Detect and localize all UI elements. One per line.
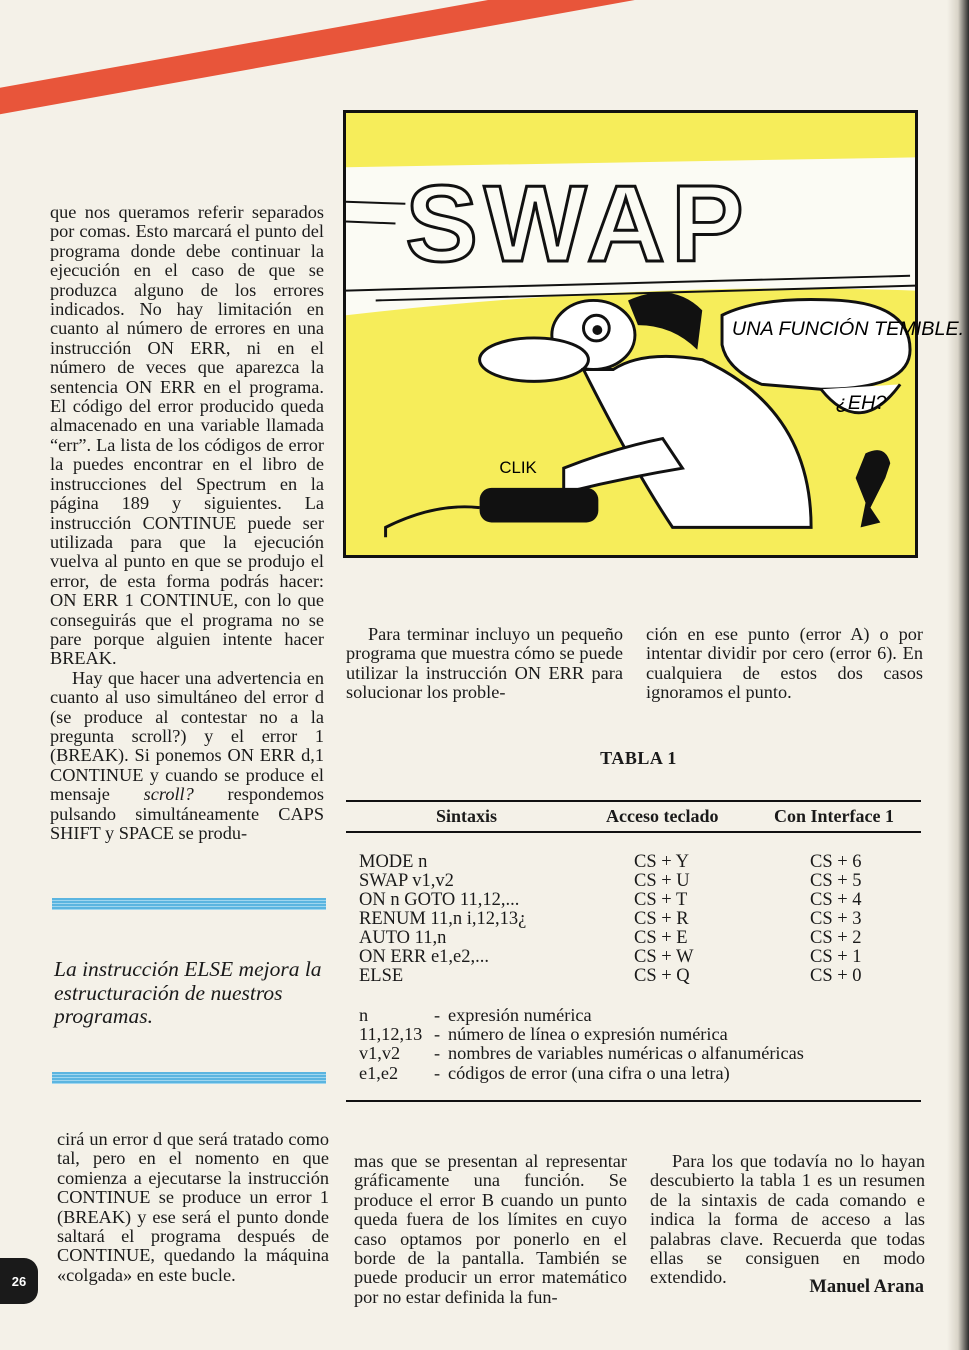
table-cell-syntax: ON n GOTO 11,12,... bbox=[359, 890, 520, 910]
legend-desc: códigos de error (una cifra o una letra) bbox=[448, 1062, 730, 1083]
speech-bubble-text: UNA FUNCIÓN TEMIBLE. bbox=[731, 318, 965, 340]
table-cell-interface: CS + 3 bbox=[810, 909, 862, 929]
table-cell-interface: CS + 4 bbox=[810, 890, 862, 910]
legend-dash: - bbox=[434, 1024, 441, 1045]
paragraph: Para los que todavía no lo hayan descubierto la tabla 1 es un resumen de la sintaxis de cada comando e indica la forma de acceso a las palabras clave. Recuerda que todas ellas se consiguen en modo extendido. bbox=[650, 1151, 925, 1288]
swap-cartoon-illustration bbox=[343, 110, 965, 558]
legend-key: v1,v2 bbox=[359, 1043, 401, 1064]
table-cell-interface: CS + 5 bbox=[810, 871, 862, 891]
legend-desc: número de línea o expresión numérica bbox=[448, 1024, 728, 1045]
table-bottom-rule bbox=[346, 1100, 921, 1102]
legend-row bbox=[359, 1064, 804, 1083]
text-run: respondemos pulsando simultáneamente CAPS SHIFT y SPACE se produ- bbox=[50, 784, 324, 843]
legend-key: 11,12,13 bbox=[359, 1024, 423, 1045]
table-header-keyboard: Acceso teclado bbox=[606, 806, 719, 826]
legend-dash: - bbox=[434, 1062, 441, 1083]
table-legend bbox=[359, 1006, 804, 1083]
paragraph: ción en ese punto (error A) o por intentar dividir por cero (error 6). En cualquiera de estos dos casos ignoramos el punto. bbox=[646, 624, 923, 703]
legend-key: n bbox=[359, 1005, 369, 1025]
table-cell-keyboard: CS + W bbox=[634, 947, 694, 967]
italic-term: scroll? bbox=[143, 784, 194, 805]
table-top-rule bbox=[346, 800, 921, 802]
article-column-2-bottom bbox=[354, 1152, 627, 1307]
article-column-3-bottom bbox=[650, 1152, 925, 1288]
table-cell-syntax: SWAP v1,v2 bbox=[359, 871, 454, 891]
paragraph bbox=[50, 669, 324, 844]
pullquote: La instrucción ELSE mejora la estructuración de nuestros programas. bbox=[54, 957, 322, 1028]
article-column-1-bottom bbox=[57, 1130, 329, 1285]
pullquote-top-rule bbox=[52, 898, 326, 910]
table-title: TABLA 1 bbox=[600, 748, 677, 768]
article-column-mid-b bbox=[646, 625, 923, 703]
table-cell-keyboard: CS + E bbox=[634, 928, 688, 948]
table-cell-syntax: AUTO 11,n bbox=[359, 928, 447, 948]
author-signature: Manuel Arana bbox=[809, 1277, 924, 1297]
legend-dash: - bbox=[434, 1043, 441, 1064]
legend-row bbox=[359, 1006, 804, 1025]
legend-row bbox=[359, 1025, 804, 1044]
table-cell-keyboard: CS + U bbox=[634, 871, 690, 891]
table-cell-interface: CS + 1 bbox=[810, 947, 862, 967]
page-binding-edge bbox=[947, 0, 969, 1350]
pullquote-bottom-rule bbox=[52, 1072, 326, 1084]
legend-row bbox=[359, 1044, 804, 1063]
table-cell-interface: CS + 0 bbox=[810, 966, 862, 986]
table-cell-syntax: RENUM 11,n i,12,13¿ bbox=[359, 909, 527, 929]
table-cell-keyboard: CS + R bbox=[634, 909, 689, 929]
article-column-mid-a bbox=[346, 625, 623, 703]
table-cell-keyboard: CS + Y bbox=[634, 852, 689, 872]
legend-key: e1,e2 bbox=[359, 1062, 399, 1083]
table-cell-syntax: MODE n bbox=[359, 852, 428, 872]
decorative-red-stripe bbox=[0, 0, 772, 121]
table-cell-keyboard: CS + Q bbox=[634, 966, 690, 986]
legend-desc: nombres de variables numéricas o alfanuméricas bbox=[448, 1043, 804, 1064]
table-header-interface: Con Interface 1 bbox=[774, 806, 894, 826]
text-run: Hay que hacer una advertencia en cuanto al uso simultáneo del error d (se produce al contestar no a la pregunta scroll?) y el error 1 (BREAK). Si ponemos ON ERR d,1 CONTINUE y cuando se produce el mensaje bbox=[50, 667, 324, 805]
table-header-syntax: Sintaxis bbox=[436, 806, 498, 826]
sfx-text: CLIK bbox=[499, 458, 537, 478]
table-cell-syntax: ON ERR e1,e2,... bbox=[359, 947, 489, 967]
paragraph: que nos queramos referir separados por comas. Esto marcará el punto del programa donde debe continuar la ejecución en el caso de que se produzca alguno de los errores indicados. No hay limitación en cuanto al número de errores en una instrucción ON ERR, ni en el número de veces que aparezca la sentencia ON ERR en el programa. El código del error producido queda almacenado en una variable llamada “err”. La lista de los códigos de error la puedes encontrar en el libro de instrucciones del Spectrum en la página 189 y siguientes. La instrucción CONTINUE puede ser utilizada para que la ejecución vuelva al punto en que se produjo el error, de esta forma podrás hacer: ON ERR 1 CONTINUE, con lo que conseguirás que el programa no se pare porque alguien intente hacer BREAK. bbox=[50, 202, 324, 669]
cartoon-title: SWAP bbox=[405, 164, 750, 285]
speech-bubble-question: ¿EH? bbox=[835, 392, 887, 414]
paragraph: mas que se presentan al representar gráficamente una función. Se produce el error B cuando un punto queda fuera de los límites en cuyo caso optamos por ponerlo en el borde de la pantalla. También se puede producir un error matemático por no estar definida la fun- bbox=[354, 1151, 627, 1307]
article-column-1-top bbox=[50, 203, 324, 843]
table-cell-interface: CS + 6 bbox=[810, 852, 862, 872]
table-header-rule bbox=[346, 831, 921, 833]
legend-desc: expresión numérica bbox=[448, 1005, 592, 1025]
table-cell-interface: CS + 2 bbox=[810, 928, 862, 948]
legend-dash: - bbox=[434, 1005, 441, 1025]
table-cell-syntax: ELSE bbox=[359, 966, 404, 986]
page-number: 26 bbox=[0, 1258, 38, 1304]
table-cell-keyboard: CS + T bbox=[634, 890, 688, 910]
paragraph: Para terminar incluyo un pequeño programa que muestra cómo se puede utilizar la instrucción ON ERR para solucionar los proble- bbox=[346, 624, 623, 703]
paragraph: cirá un error d que será tratado como tal, pero en el nomento en que comienza a ejecutarse la instrucción CONTINUE se produce un error 1 (BREAK) y ese será el punto donde saltará el programa después de CONTINUE, quedando la máquina «colgada» en este bucle. bbox=[57, 1129, 329, 1285]
